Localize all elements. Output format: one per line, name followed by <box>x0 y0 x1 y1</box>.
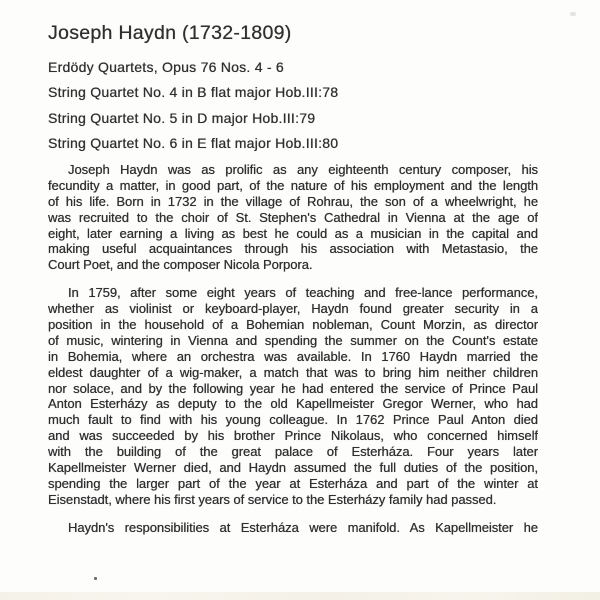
paragraph <box>48 162 538 273</box>
text-line: with the building of the great palace of Esterháza. Four years later <box>48 444 538 460</box>
text-line: Anton Esterházy as deputy to the old Kapellmeister Gregor Werner, who had <box>48 396 538 412</box>
text-line: Joseph Haydn was as prolific as any eighteenth century composer, his <box>68 162 538 177</box>
ink-speck <box>94 577 97 580</box>
text-line: In 1759, after some eight years of teaching and free-lance performance, <box>68 285 538 301</box>
text-line: position in the household of a Bohemian nobleman, Count Morzin, as director <box>48 317 538 333</box>
scan-smudge <box>570 12 576 16</box>
text-line: of his life. Born in 1732 in the village of Rohrau, the son of a wheelwright, he <box>48 193 538 209</box>
text-line: Court Poet, and the composer Nicola Porpora. <box>48 257 313 273</box>
scan-edge-band <box>0 592 600 600</box>
work-list-item: String Quartet No. 4 in B flat major Hob.III:78 <box>48 84 339 101</box>
text-line: much fault to find with his young colleague. In 1762 Prince Paul Anton died <box>48 412 538 428</box>
text-line: in Bohemia, where an orchestra was available. In 1760 Haydn married the <box>48 348 538 364</box>
paragraph <box>48 285 538 507</box>
page-title: Joseph Haydn (1732-1809) <box>48 22 292 44</box>
text-line: spending the larger part of the year at Esterháza and part of the winter at <box>48 475 538 491</box>
work-list-item: String Quartet No. 6 in E flat major Hob.III:80 <box>48 135 339 152</box>
work-list-item: Erdödy Quartets, Opus 76 Nos. 4 - 6 <box>48 59 284 75</box>
body-text <box>48 162 538 548</box>
text-line: of music, wintering in Vienna and spending the summer on the Count's estate <box>48 332 538 348</box>
text-line: nor solace, and by the following year he had entered the service of Prince Paul <box>48 380 538 396</box>
text-line: whether as violinist or keyboard-player, Haydn found greater security in a <box>48 301 538 317</box>
paragraph <box>48 520 538 536</box>
work-list-item: String Quartet No. 5 in D major Hob.III:79 <box>48 109 316 126</box>
text-line: eldest daughter of a wig-maker, a match that was to bring him neither children <box>48 364 538 380</box>
text-line: making useful acquaintances through his association with Metastasio, the <box>48 241 538 257</box>
text-line: Haydn's responsibilities at Esterháza were manifold. As Kapellmeister he <box>68 519 538 535</box>
work-list <box>48 55 558 157</box>
text-line: was recruited to the choir of St. Stephen's Cathedral in Vienna at the age of <box>48 209 538 225</box>
text-line: Kapellmeister Werner died, and Haydn assumed the full duties of the position, <box>48 460 538 476</box>
text-line: eight, later earning a living as best he could as a musician in the capital and <box>48 225 538 241</box>
text-line: Eisenstadt, where his first years of service to the Esterházy family had passed. <box>48 491 497 507</box>
text-line: fecundity a matter, in good part, of the nature of his employment and the length <box>48 177 538 193</box>
text-line: and was succeeded by his brother Prince Nikolaus, who concerned himself <box>48 428 538 444</box>
